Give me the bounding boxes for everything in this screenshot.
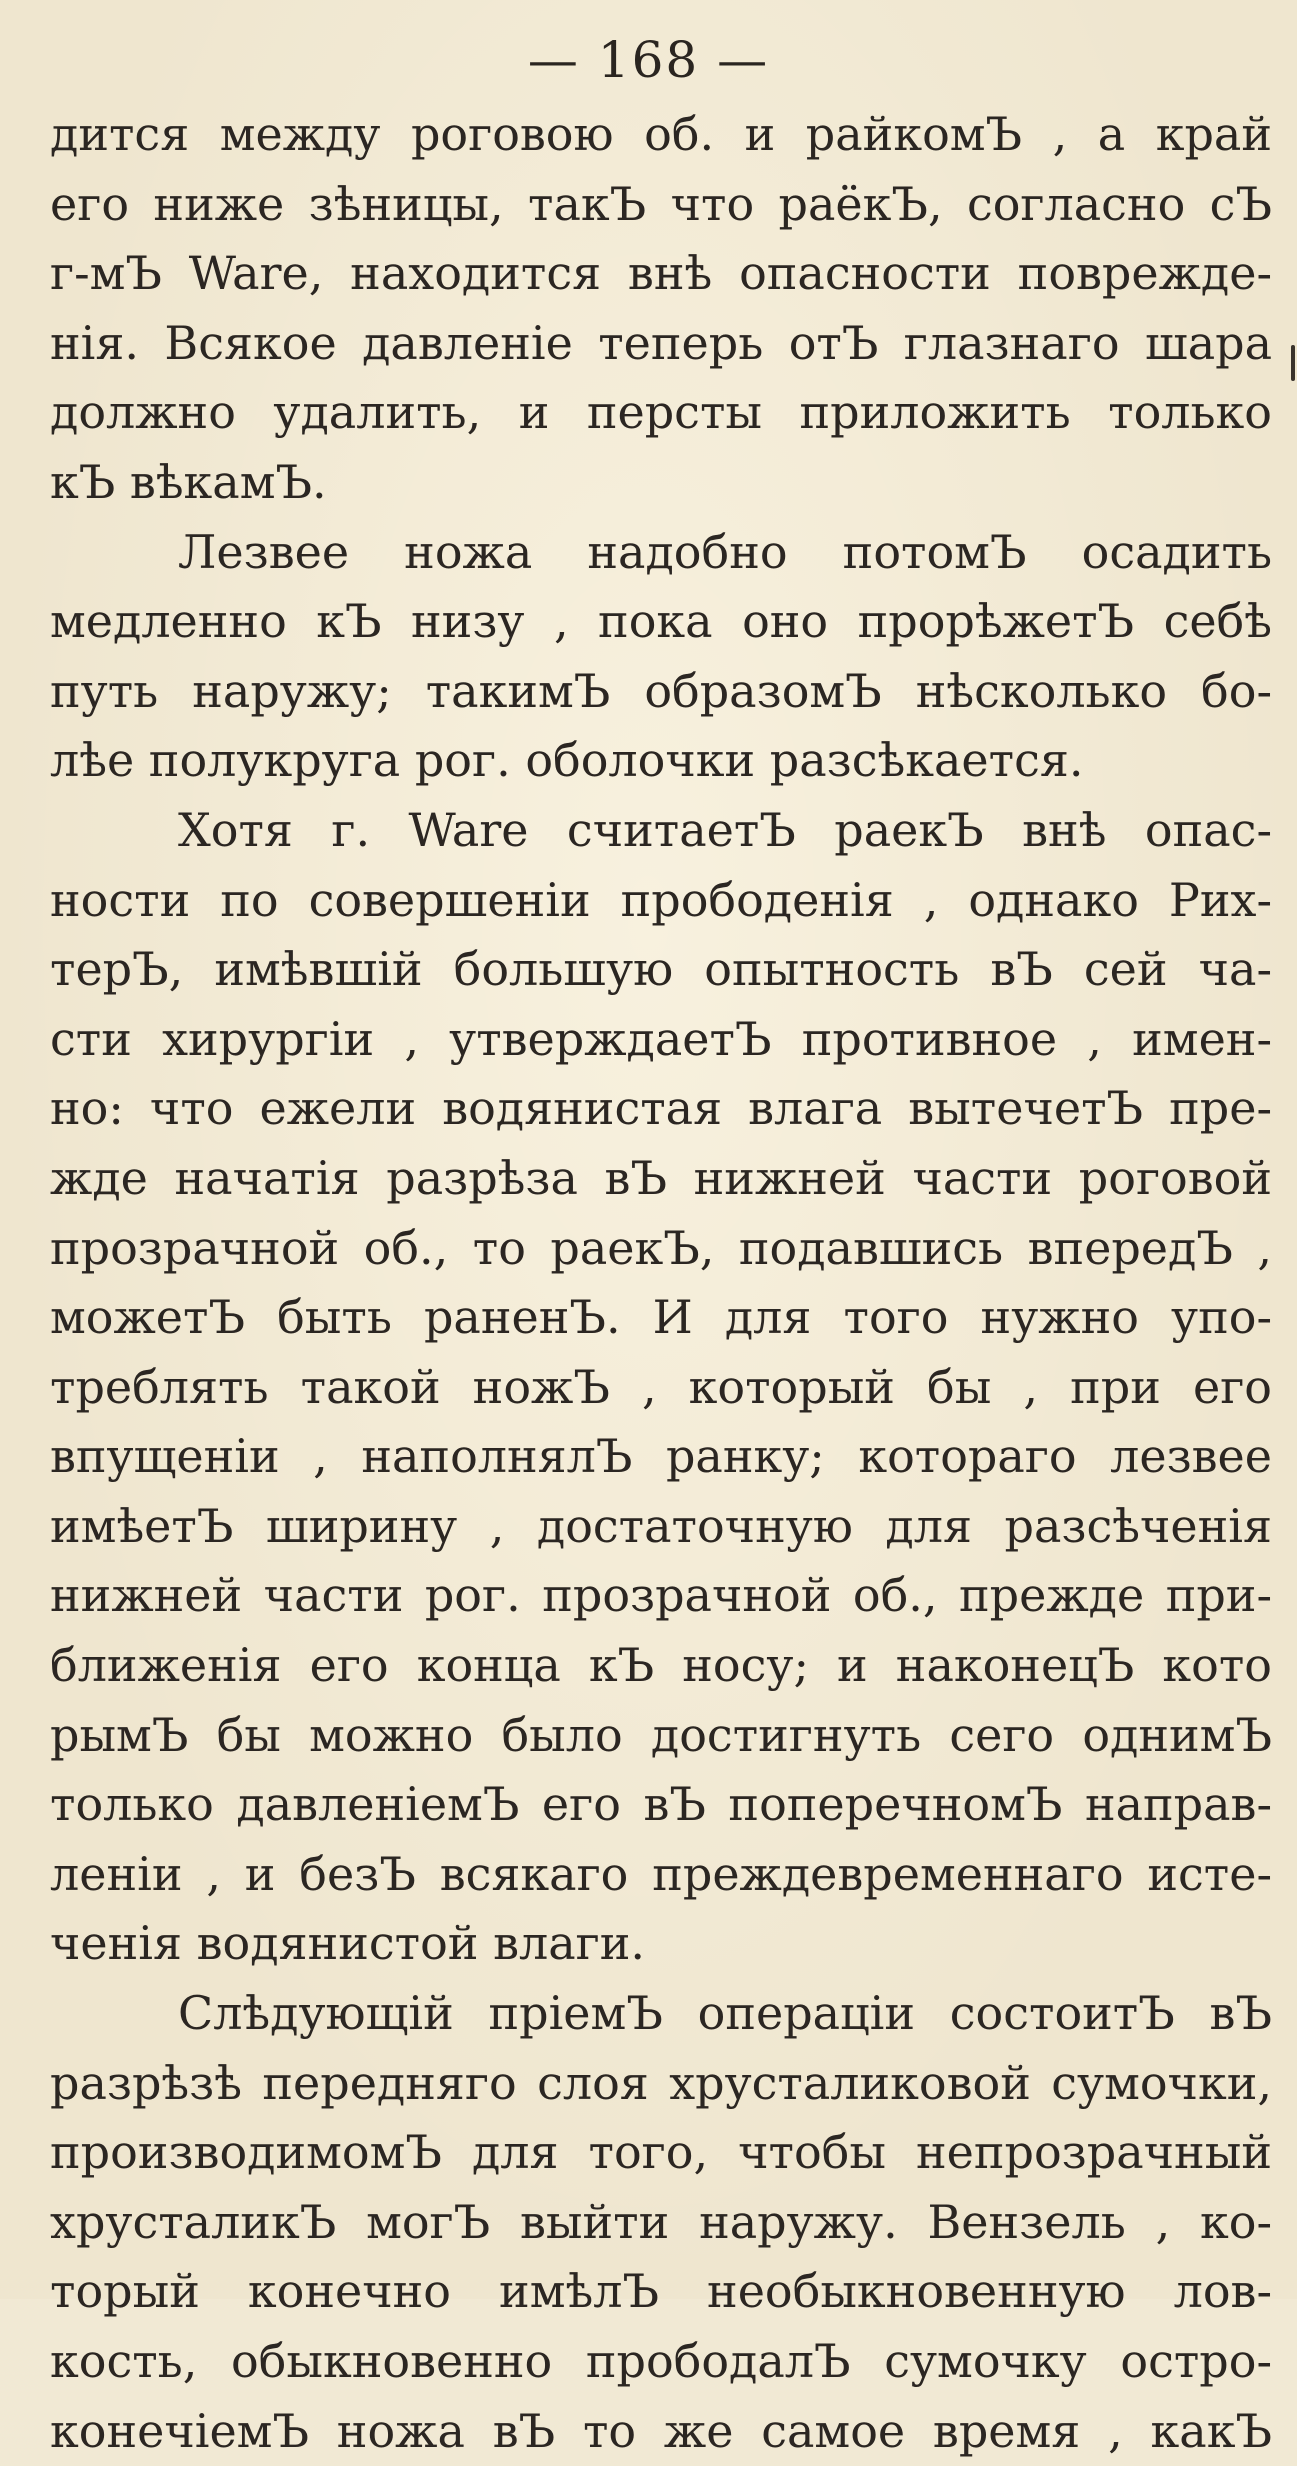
page-text <box>50 100 1272 2466</box>
text-line: лѣе полукруга рог. оболочки разсѣкается. <box>50 733 1084 788</box>
text-line: нижней части рог. прозрачной об., прежде при- <box>50 1568 1272 1623</box>
text-line: Хотя г. Ware считаетЪ раекЪ внѣ опас- <box>178 802 1272 857</box>
text-line: его ниже зѣницы, такЪ что раёкЪ, согласно сЪ <box>50 176 1272 231</box>
text-line: дится между роговою об. и райкомЪ , а край <box>50 107 1272 161</box>
text-line: рымЪ бы можно было достигнуть сего однимЪ <box>50 1707 1272 1762</box>
text-line: торый конечно имѣлЪ необыкновенную лов- <box>50 2264 1272 2319</box>
text-line: ности по совершеніи прободенія , однако Рих- <box>50 872 1272 927</box>
text-line: только давленіемЪ его вЪ поперечномЪ направ- <box>50 1777 1272 1832</box>
text-line: прозрачной об., то раекЪ, подавшись впередЪ , <box>50 1220 1272 1275</box>
text-line: хрусталикЪ могЪ выйти наружу. Вензель , ко- <box>50 2194 1272 2249</box>
text-line: разрѣзѣ передняго слоя хрусталиковой сумочки, <box>50 2055 1272 2110</box>
page-number: — 168 — <box>527 31 770 89</box>
text-line: сти хирургіи , утверждаетЪ противное , имен- <box>50 1011 1272 1066</box>
text-line: но: что ежели водянистая влага вытечетЪ пре- <box>50 1081 1272 1136</box>
scan-artifact-mark <box>1291 345 1295 381</box>
text-line: производимомЪ для того, чтобы непрозрачный <box>50 2125 1272 2180</box>
text-line: впущеніи , наполнялЪ ранку; котораго лезвее <box>50 1429 1272 1484</box>
text-line: Лезвее ножа надобно потомЪ осадить <box>178 524 1272 579</box>
text-line: путь наружу; такимЪ образомЪ нѣсколько бо- <box>50 663 1272 718</box>
text-line: леніи , и безЪ всякаго преждевременнаго исте- <box>50 1846 1272 1901</box>
text-line: терЪ, имѣвшій большую опытность вЪ сей ча- <box>50 942 1272 997</box>
text-line: кЪ вѣкамЪ. <box>50 454 327 509</box>
text-line: кость, обыкновенно прободалЪ сумочку остро- <box>50 2334 1272 2388</box>
text-line: конечіемЪ ножа вЪ то же самое время , какЪ <box>50 2403 1272 2458</box>
text-line: имѣетЪ ширину , достаточную для разсѣченія <box>50 1498 1272 1553</box>
text-line: г-мЪ Ware, находится внѣ опасности поврежде- <box>50 246 1272 301</box>
text-line: медленно кЪ низу , пока оно прорѣжетЪ себѣ <box>50 594 1272 649</box>
text-line: жде начатія разрѣза вЪ нижней части роговой <box>50 1150 1272 1205</box>
text-line: должно удалить, и персты приложить только <box>50 385 1272 440</box>
text-line: Слѣдующій пріемЪ операціи состоитЪ вЪ <box>178 1986 1272 2041</box>
text-line: нія. Всякое давленіе теперь отЪ глазнаго шара <box>50 315 1272 370</box>
text-line: ближенія его конца кЪ носу; и наконецЪ кото <box>50 1638 1272 1693</box>
text-line: можетЪ быть раненЪ. И для того нужно упо- <box>50 1290 1272 1345</box>
text-line: треблять такой ножЪ , который бы , при его <box>50 1359 1272 1414</box>
text-line: ченія водянистой влаги. <box>50 1916 646 1971</box>
